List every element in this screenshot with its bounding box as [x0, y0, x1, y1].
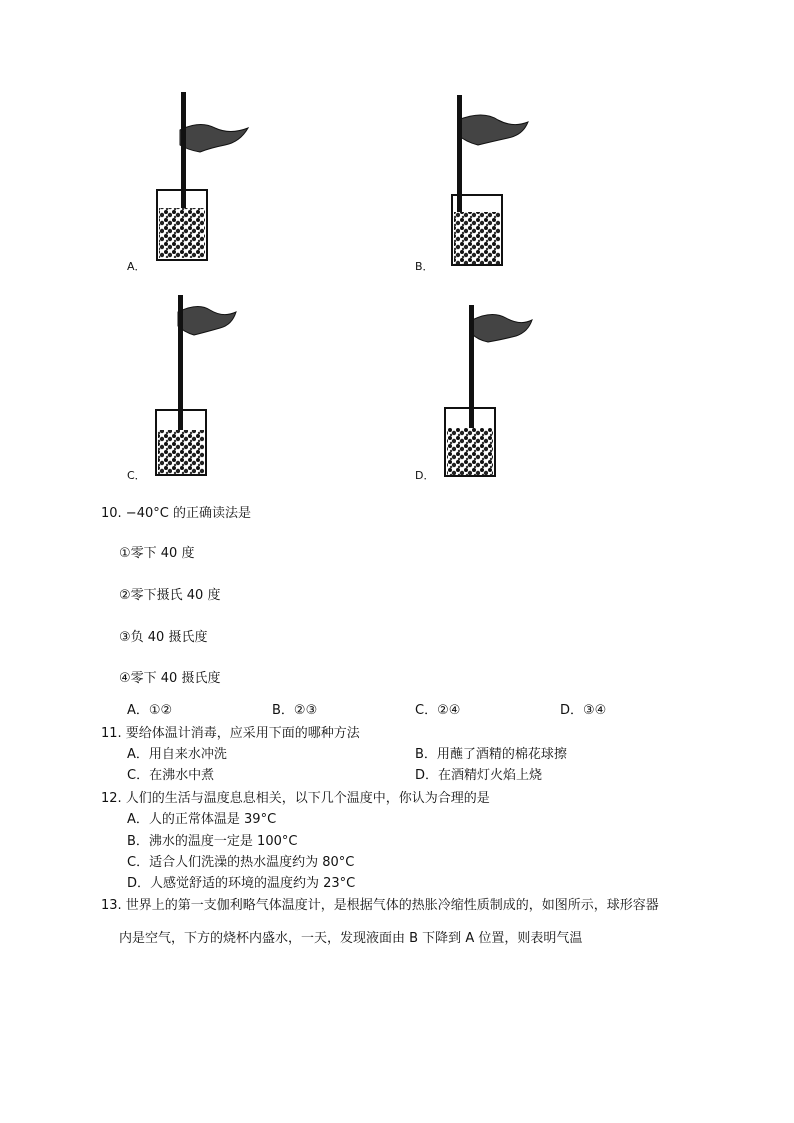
q10-option-c: C．②④: [415, 703, 461, 718]
q10-item-3: ③负 40 摄氏度: [119, 630, 208, 645]
q10-option-b: B．②③: [272, 703, 318, 718]
q10-item-1: ①零下 40 度: [119, 546, 195, 561]
q10-stem: 10. −40°C 的正确读法是: [101, 506, 251, 521]
q10-option-d: D．③④: [560, 703, 607, 718]
q12-stem: 12. 人们的生活与温度息息相关，以下几个温度中，你认为合理的是: [101, 791, 490, 806]
q13-line-1: 13. 世界上的第一支伽利略气体温度计，是根据气体的热胀冷缩性质制成的，如图所示，球形容器: [101, 898, 659, 913]
q10-item-4: ④零下 40 摄氏度: [119, 671, 221, 686]
q13-line-2: 内是空气，下方的烧杯内盛水，一天，发现液面由 B 下降到 A 位置，则表明气温: [119, 931, 583, 946]
q11-option-d: D．在酒精灯火焰上烧: [415, 768, 543, 783]
beaker-thermometer-figure-a: [140, 90, 260, 270]
q11-stem: 11. 要给体温计消毒，应采用下面的哪种方法: [101, 726, 360, 741]
q12-option-a: A．人的正常体温是 39°C: [127, 812, 277, 827]
figure-d: [440, 300, 560, 480]
beaker-thermometer-figure-d: [440, 300, 560, 480]
beaker-thermometer-figure-c: [148, 290, 268, 480]
q10-option-a: A．①②: [127, 703, 173, 718]
q11-option-b: B．用蘸了酒精的棉花球擦: [415, 747, 567, 762]
figure-c-label: C．: [127, 469, 146, 482]
figure-a: [140, 90, 260, 270]
q11-option-a: A．用自来水冲洗: [127, 747, 227, 762]
q10-item-2: ②零下摄氏 40 度: [119, 588, 221, 603]
q11-option-c: C．在沸水中煮: [127, 768, 215, 783]
figure-b-label: B．: [415, 260, 434, 273]
figure-a-label: A．: [127, 260, 146, 273]
q12-option-c: C．适合人们洗澡的热水温度约为 80°C: [127, 855, 355, 870]
figure-d-label: D．: [415, 469, 435, 482]
q12-option-b: B．沸水的温度一定是 100°C: [127, 834, 298, 849]
figure-b: [428, 90, 548, 270]
figure-c: [148, 290, 268, 480]
q12-option-d: D．人感觉舒适的环境的温度约为 23°C: [127, 876, 356, 891]
beaker-thermometer-figure-b: [428, 90, 548, 270]
